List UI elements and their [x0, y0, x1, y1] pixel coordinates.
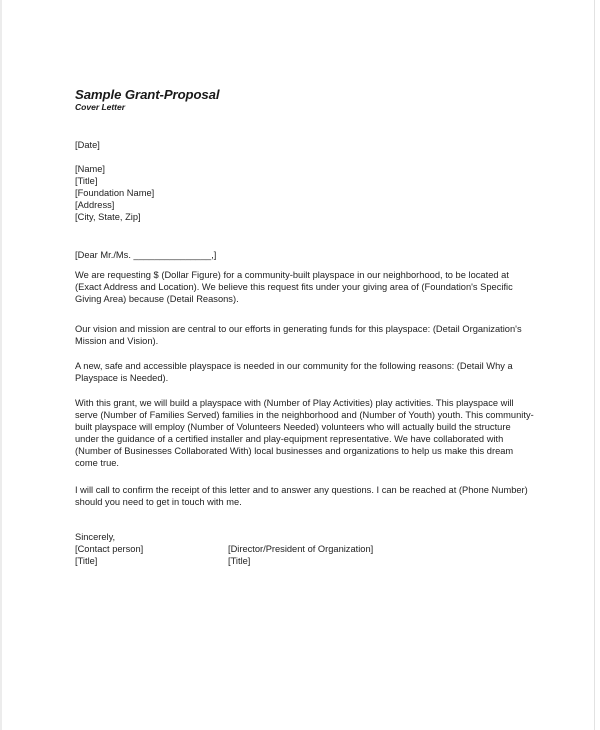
signer-left-name: [Contact person]: [75, 544, 144, 555]
page-edge-left: [0, 0, 2, 730]
recipient-city-state-zip: [City, State, Zip]: [75, 212, 141, 223]
date-placeholder: [Date]: [75, 140, 100, 150]
signer-left-title: [Title]: [75, 556, 98, 567]
recipient-name: [Name]: [75, 164, 106, 174]
signature-block: [75, 531, 537, 567]
recipient-foundation: [Foundation Name]: [75, 188, 155, 199]
signature-row-closing: [75, 531, 537, 543]
signer-right-name: [Director/President of Organization]: [228, 544, 374, 555]
body-paragraph-2: Our vision and mission are central to our efforts in generating funds for this playspace: (Detail Organization's Mission and Vision).: [75, 324, 522, 347]
body-paragraph-5: I will call to confirm the receipt of this letter and to answer any questions. I can be reached at (Phone Number) should you need to get in touch with me.: [75, 485, 528, 508]
body-paragraph-1: We are requesting $ (Dollar Figure) for a community-built playspace in our neighborhood, to be located at (Exact Address and Location). We believe this request fits under your giving area of (Foundation's Specific Giving Area) because (Detail Reasons).: [75, 270, 513, 305]
page-edge-right: [594, 0, 595, 730]
body-paragraph-3: A new, safe and accessible playspace is needed in our community for the following reasons: (Detail Why a Playspace is Needed).: [75, 361, 513, 384]
document-subtitle: Cover Letter: [75, 102, 126, 112]
signature-row-titles: [75, 555, 537, 567]
salutation-line: [Dear Mr./Ms. _______________,]: [75, 250, 217, 260]
closing-sincerely: Sincerely,: [75, 532, 116, 542]
body-paragraph-4: With this grant, we will build a playspace with (Number of Play Activities) play activities. This playspace will serve (Number of Families Served) families in the neighborhood and (Number of Youth) youth. This community-built playspace will employ (Number of Volunteers Needed) volunteers who will actually build the structure under the guidance of a certified installer and play-equipment representative. We have collaborated with (Number of Businesses Collaborated With) local businesses and organizations to help us make this dream come true.: [75, 398, 534, 469]
signature-row-names: [75, 543, 537, 555]
recipient-street: [Address]: [75, 200, 115, 211]
document-title: Sample Grant-Proposal: [75, 87, 220, 102]
recipient-address-block: [75, 163, 154, 223]
recipient-title: [Title]: [75, 176, 98, 187]
signer-right-title: [Title]: [228, 556, 251, 567]
